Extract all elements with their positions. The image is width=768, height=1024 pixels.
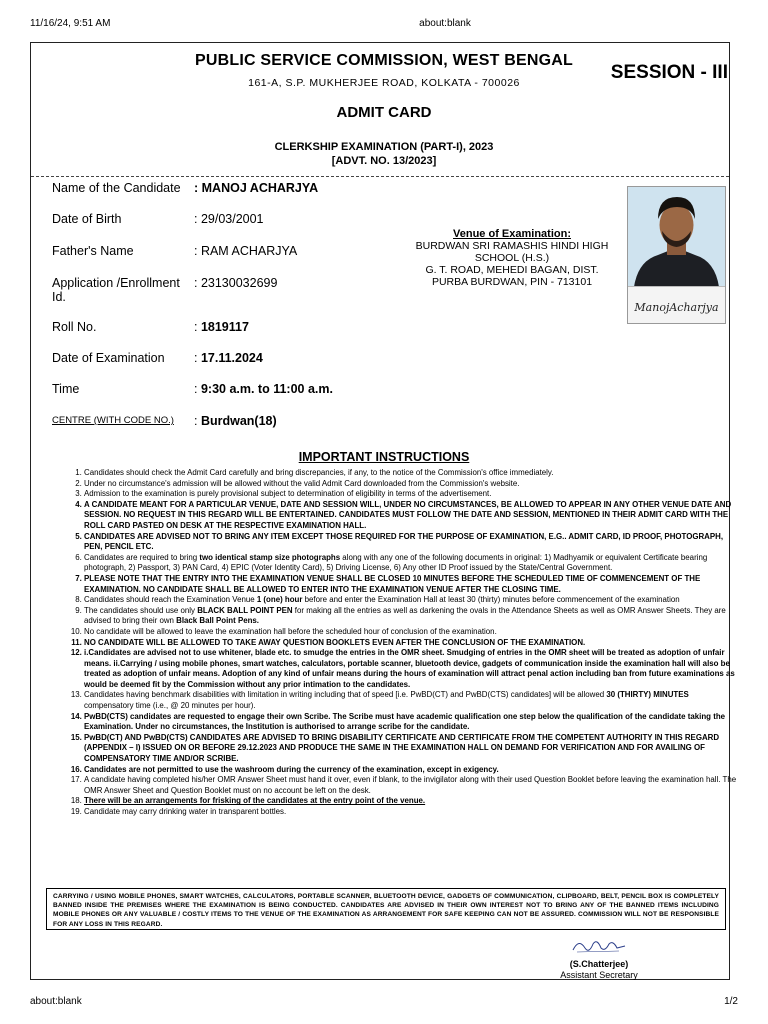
instruction-item: 19. Candidate may carry drinking water in transparent bottles. (84, 807, 738, 818)
candidate-signature (628, 286, 725, 323)
value-application-id: : 23130032699 (194, 276, 278, 290)
instruction-item: 13. Candidates having benchmark disabilities with limitation in writing including that of speed [i.e. PwBD(CT) and PwBD(CTS) candidates] will be allowed 30 (THIRTY) MINUTES compensatory time (i.e., @ 20 minutes per hour). (84, 690, 738, 711)
instruction-item: 10. No candidate will be allowed to leave the examination hall before the scheduled hour of conclusion of the examination. (84, 627, 738, 638)
label-centre: CENTRE (WITH CODE NO.) (52, 415, 174, 426)
instruction-item: 17. A candidate having completed his/her OMR Answer Sheet must hand it over, even if blank, to the invigilator along with their used Question Booklet before leaving the examination hall. The OMR Answer Sheet and Question Booklet must on no account be left on the desk. (84, 775, 738, 796)
instructions-title: IMPORTANT INSTRUCTIONS (298, 450, 470, 464)
instruction-item: 4. A CANDIDATE MEANT FOR A PARTICULAR VENUE, DATE AND SESSION WILL, UNDER NO CIRCUMSTANCES, BE ALLOWED TO APPEAR IN ANY OTHER VENUE DATE AND SESSION. NO REQUEST IN THIS REGARD WILL BE ENTERTAINED. CANDIDATES MUST FOLLOW THE DATE AND SESSION, MENTIONED IN THEIR ADMIT CARD WITH THE ROLL CARD PASTED ON DESK AT THE RESPECTIVE EXAMINATION HALL. (84, 500, 738, 532)
exam-name: CLERKSHIP EXAMINATION (PART-I), 2023 (274, 141, 494, 153)
instruction-item: 6. Candidates are required to bring two identical stamp size photographs along with any one of the following documents in original: 1) Madhyamik or equivalent Certificate bearing photograph, 2) Passport, 3) PAN Card, 4) EPIC (Voter Identity Card), 5) Driving License, 6) Any other ID Proof issued by the State/Central Government. (84, 553, 738, 574)
document-title: ADMIT CARD (336, 104, 432, 121)
label-application-id: Application /Enrollment Id. (52, 276, 180, 304)
signatory-block (540, 936, 658, 981)
value-roll-no: : 1819117 (194, 320, 249, 334)
candidate-signature-image (628, 287, 725, 323)
instruction-item: 16. Candidates are not permitted to use the washroom during the currency of the examination, except in exigency. (84, 765, 738, 776)
candidate-photo (627, 186, 726, 324)
instruction-item: 14. PwBD(CTS) candidates are requested to engage their own Scribe. The Scribe must have academic qualification one step below the qualification of the candidate taking the Examination. Under no circumstances, the Institution is authorised to arrange scribe for the candidate. (84, 712, 738, 733)
dashed-divider (31, 176, 729, 177)
session-label: SESSION - III (610, 62, 728, 83)
instruction-item: 9. The candidates should use only BLACK BALL POINT PEN for making all the entries as well as darkening the ovals in the Attendance Sheets as well as OMR Answer Sheets. They are advised to bring their own Black Ball Point Pens. (84, 606, 738, 627)
label-time: Time (52, 382, 80, 396)
instruction-item: 18. There will be an arrangements for frisking of the candidates at the entry point of the venue. (84, 796, 738, 807)
candidate-portrait-image (628, 187, 725, 287)
venue-title: Venue of Examination: (453, 228, 571, 240)
instruction-item: 3. Admission to the examination is purely provisional subject to determination of eligibility in terms of the advertisement. (84, 489, 738, 500)
venue-line-4: PURBA BURDWAN, PIN - 713101 (431, 276, 593, 288)
banned-items-warning: CARRYING / USING MOBILE PHONES, SMART WATCHES, CALCULATORS, PORTABLE SCANNER, BLUETOOTH DEVICE, GADGETS OF COMMUNICATION, CLIPBOARD, BELT, PENCIL BOX IS COMPLETELY BANNED INSIDE THE PREMISES WHERE THE EXAMINATION IS BEING CONDUCTED. CANDIDATES ARE ADVISED IN THEIR OWN INTEREST NOT TO BRING ANY OF THE BANNED ITEMS INCLUDING MOBILE PHONES OR ANY VALUABLE / COSTLY ITEMS TO THE VENUE OF THE EXAMINATION AS ARRANGEMENT FOR SAFE KEEPING CAN NOT BE ASSURED. COMMISSION WILL NOT BE RESPONSIBLE FOR ANY LOSS IN THIS REGARD. (46, 888, 726, 930)
value-candidate-name: : MANOJ ACHARJYA (194, 181, 319, 195)
signatory-designation: Assistant Secretary (560, 970, 638, 980)
organization-address: 161-A, S.P. MUKHERJEE ROAD, KOLKATA - 700026 (248, 77, 520, 89)
instruction-item: 5. CANDIDATES ARE ADVISED NOT TO BRING ANY ITEM EXCEPT THOSE REQUIRED FOR THE PURPOSE OF EXAMINATION, E.G.. ADMIT CARD, ID PROOF, PHOTOGRAPH, PEN, PENCIL ETC. (84, 532, 738, 553)
instruction-item: 7. PLEASE NOTE THAT THE ENTRY INTO THE EXAMINATION VENUE SHALL BE CLOSED 10 MINUTES BEFORE THE SCHEDULED TIME OF COMMENCEMENT OF THE EXAMINATION. NO CANDIDATE SHALL BE ALLOWED TO ENTER INTO THE EXAMINATION VENUE AFTER THE CLOSING TIME. (84, 574, 738, 595)
signatory-name: (S.Chatterjee) (569, 959, 629, 969)
value-time: : 9:30 a.m. to 11:00 a.m. (194, 382, 333, 396)
instruction-item: 1. Candidates should check the Admit Card carefully and bring discrepancies, if any, to the notice of the Commission's office immediately. (84, 468, 738, 479)
instruction-item: 11. NO CANDIDATE WILL BE ALLOWED TO TAKE AWAY QUESTION BOOKLETS EVEN AFTER THE CONCLUSION OF THE EXAMINATION. (84, 638, 738, 649)
print-footer-url: about:blank (30, 996, 82, 1007)
officer-signature-image (569, 936, 629, 956)
label-dob: Date of Birth (52, 212, 122, 226)
label-exam-date: Date of Examination (52, 351, 165, 365)
value-centre: : Burdwan(18) (194, 414, 277, 428)
instruction-item: 15. PwBD(CT) AND PwBD(CTS) CANDIDATES ARE ADVISED TO BRING DISABILITY CERTIFICATE AND CERTIFICATE FROM THE COMPETENT AUTHORITY IN THIS REGARD (APPENDIX – I) ISSUED ON OR BEFORE 29.12.2023 AND PRODUCE THE SAME IN THE EXAMINATION HALL ON DEMAND FOR VERIFICATION AND FOR AVAILING OF COMPENSATORY TIME AND/OR SCRIBE. (84, 733, 738, 765)
value-father-name: : RAM ACHARJYA (194, 244, 298, 258)
label-candidate-name: Name of the Candidate (52, 181, 181, 195)
advertisement-number: [ADVT. NO. 13/2023] (331, 155, 437, 167)
print-page-title: about:blank (419, 18, 471, 29)
instruction-item: 8. Candidates should reach the Examination Venue 1 (one) hour before and enter the Examination Hall at least 30 (thirty) minutes before commencement of the examination (84, 595, 738, 606)
venue-line-2: SCHOOL (H.S.) (474, 252, 550, 264)
label-father-name: Father's Name (52, 244, 134, 258)
value-dob: : 29/03/2001 (194, 212, 264, 226)
instruction-item: 12. i.Candidates are advised not to use whitener, blade etc. to smudge the entries in the OMR sheet. Smudging of entries in the OMR sheet will be treated as adoption of unfair means. ii.Carrying / using mobile phones, smart watches, calculators, portable scanner, bluetooth device, gadgets of communication inside the examination hall will also be treated as adoption of unfair means. Adoption of any kind of unfair means during the hours of examination will attract penal action including ban from future examinations as would be deemed fit by the Commission without any prior intimation to the candidates. (84, 648, 738, 690)
organization-name: PUBLIC SERVICE COMMISSION, WEST BENGAL (195, 52, 573, 69)
exam-title-block (0, 140, 768, 168)
instructions-list (70, 468, 738, 818)
value-exam-date: : 17.11.2024 (194, 351, 263, 365)
venue-block (408, 228, 616, 288)
venue-line-3: G. T. ROAD, MEHEDI BAGAN, DIST. (425, 264, 599, 276)
print-page-number: 1/2 (724, 996, 738, 1007)
svg-text:ManojAcharjya: ManojAcharjya (634, 301, 719, 314)
instruction-item: 2. Under no circumstance's admission will be allowed without the valid Admit Card downloaded from the Commission's website. (84, 479, 738, 490)
label-roll-no: Roll No. (52, 320, 97, 334)
venue-line-1: BURDWAN SRI RAMASHIS HINDI HIGH (415, 240, 609, 252)
print-datetime: 11/16/24, 9:51 AM (30, 18, 111, 29)
